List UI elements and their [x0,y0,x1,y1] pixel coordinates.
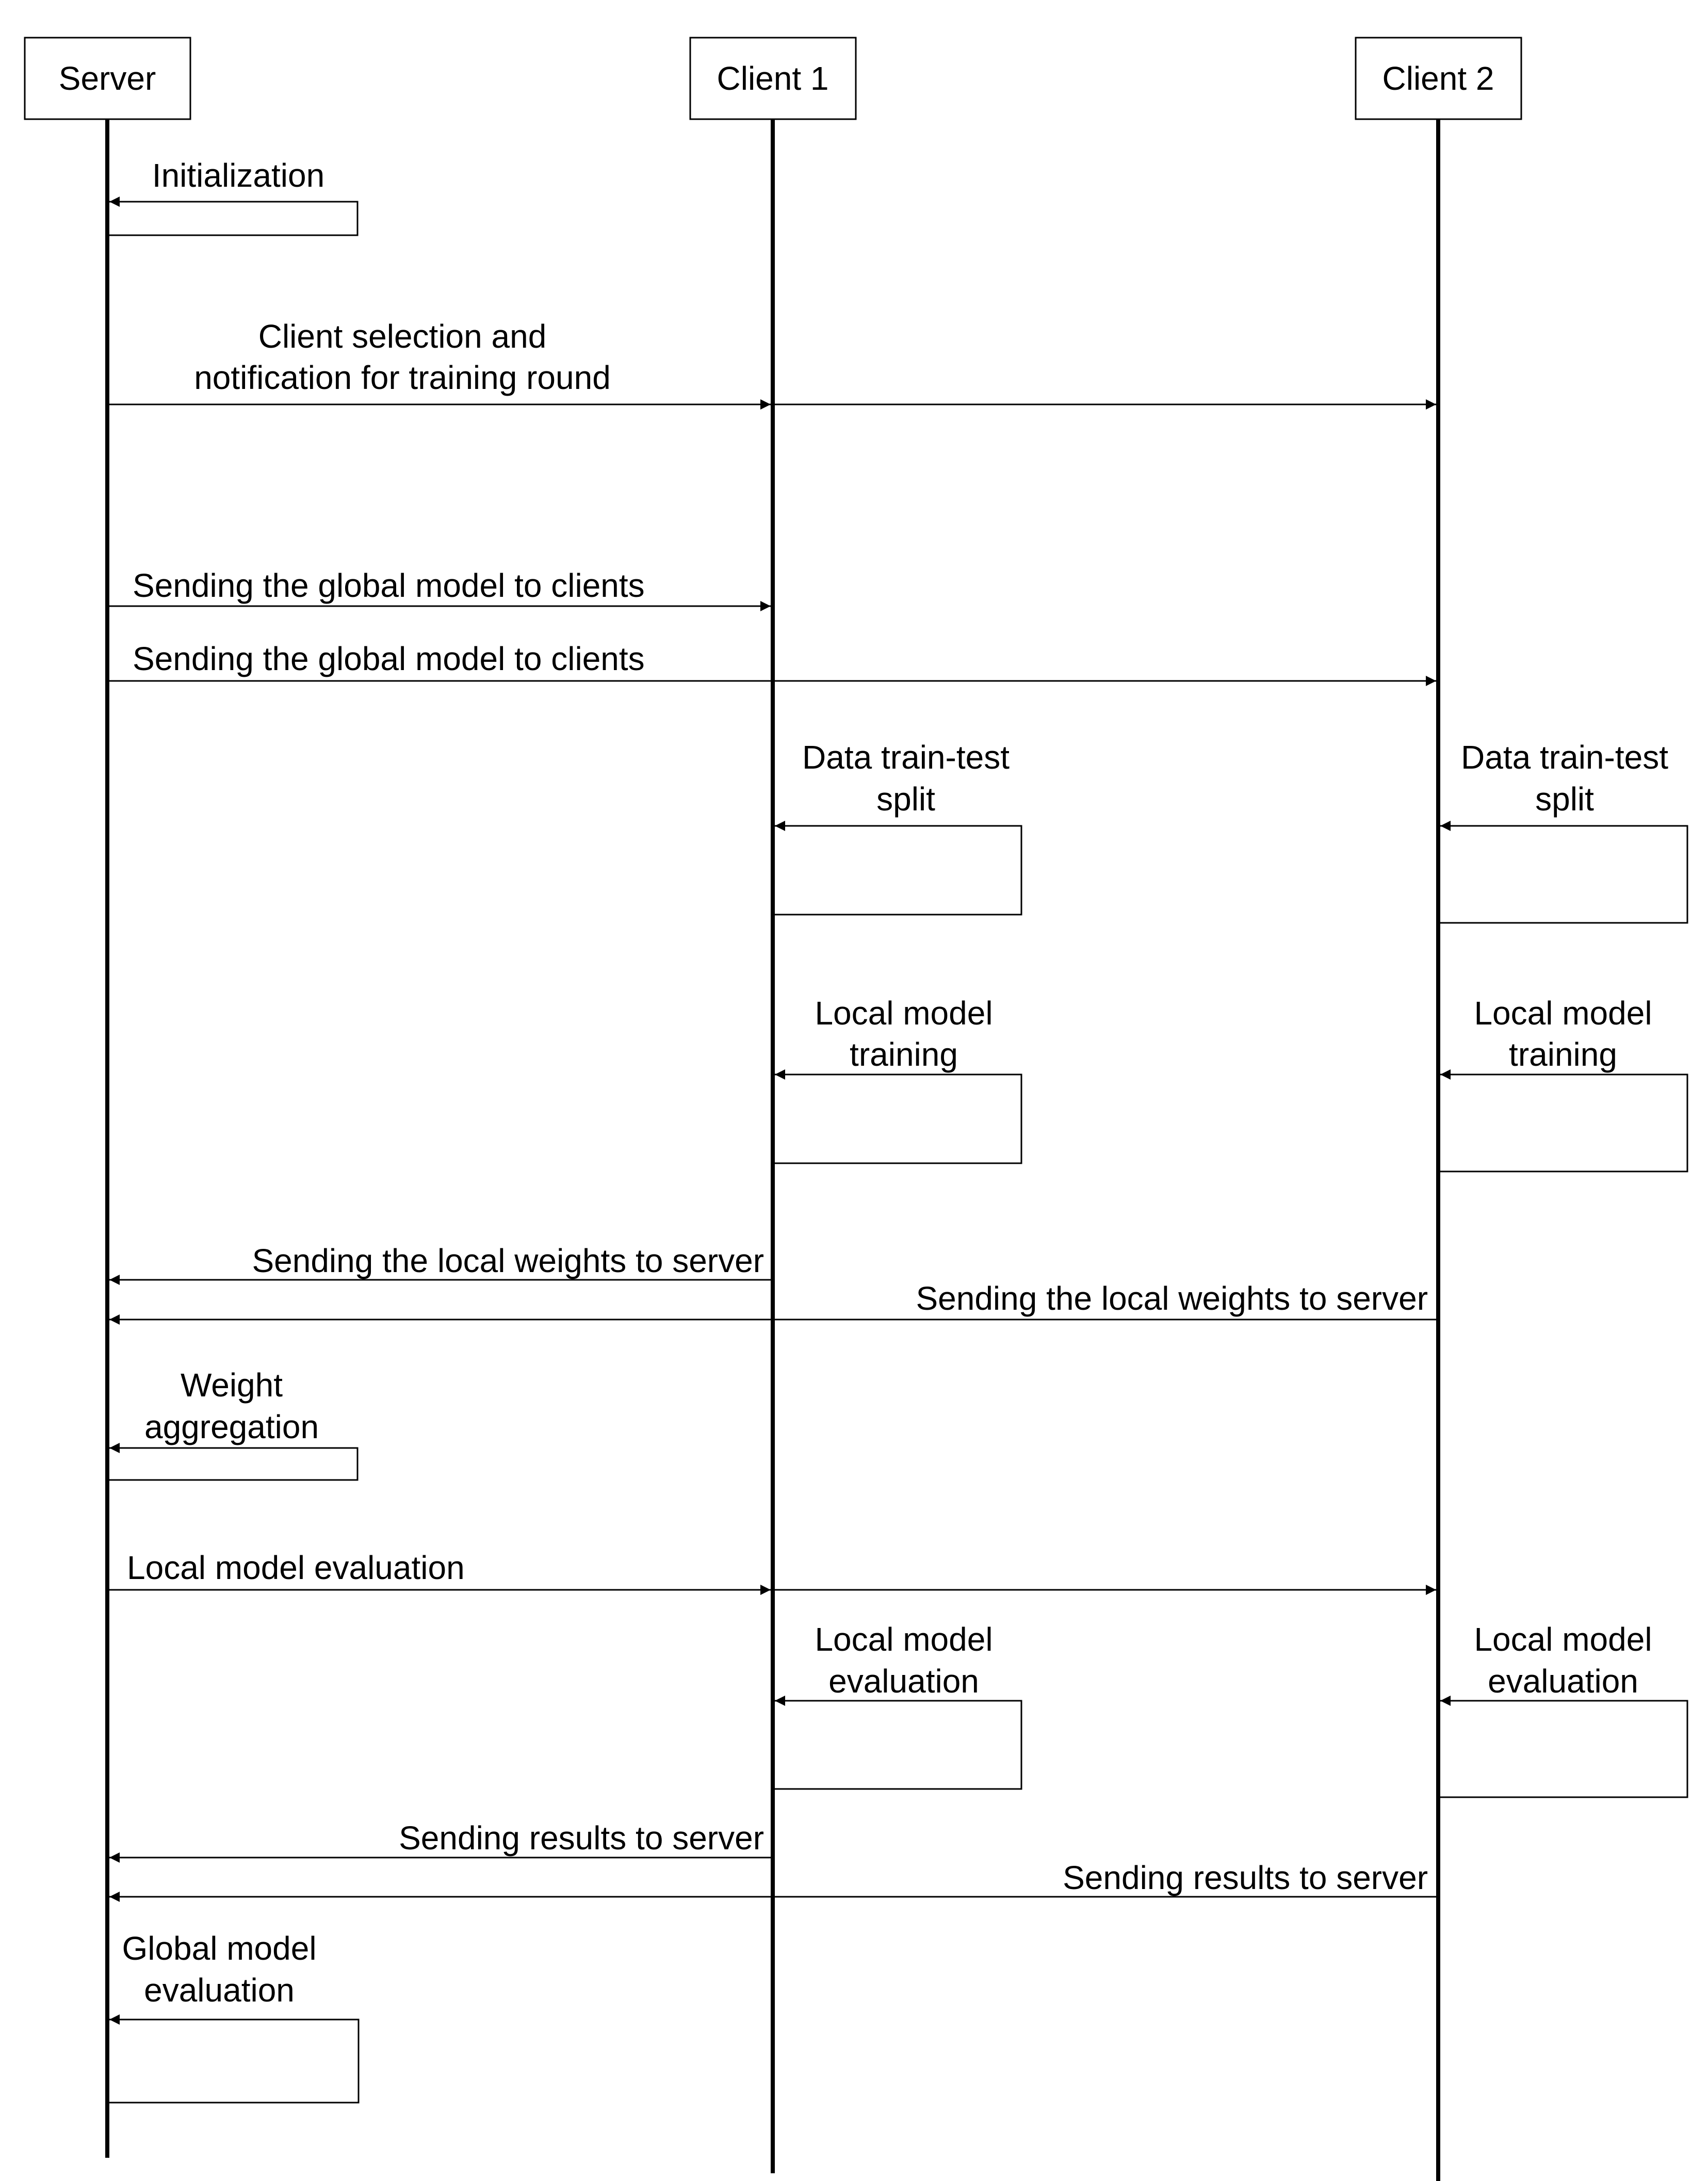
self-message-weight-aggregation [107,1366,357,1480]
message-label: Local model [1474,995,1652,1032]
self-loop-arrow [107,2020,359,2103]
message-label: Local model [815,1621,993,1658]
message-label: Data train-test [802,739,1010,776]
self-loop-arrow [773,826,1021,915]
self-message-global-evaluation [107,1930,359,2103]
participant-label: Client 2 [1382,60,1494,97]
message-label: Data train-test [1461,739,1668,776]
message-label: aggregation [144,1408,319,1445]
message-label: Initialization [152,157,325,194]
self-message-client-1-training [773,995,1021,1163]
message-label: Sending the global model to clients [133,640,645,677]
message-label: Sending results to server [1063,1859,1428,1896]
self-loop-arrow [107,1448,357,1480]
message-client-1-send-results [109,1819,773,1858]
message-label: Global model [122,1930,317,1967]
self-message-initialization [107,157,357,235]
message-label: Local model [1474,1621,1652,1658]
self-message-client-2-training [1438,995,1687,1171]
participant-client-2 [1356,38,1521,119]
self-loop-arrow [1438,826,1687,923]
self-message-client-2-evaluation [1438,1621,1687,1797]
message-label: Client selection and [258,318,547,355]
message-label: Sending the local weights to server [916,1280,1428,1317]
message-label: Local model evaluation [127,1549,465,1586]
self-message-client-1-data-split [773,739,1021,915]
message-label: split [1535,780,1594,818]
message-label: split [876,780,935,818]
participant-server [25,38,190,119]
message-send-global-model-client-1 [107,567,771,606]
participant-label: Client 1 [717,60,829,97]
self-message-client-2-data-split [1438,739,1687,923]
message-label: Sending results to server [399,1819,764,1857]
message-label: Weight [180,1366,283,1404]
self-loop-arrow [773,1075,1021,1163]
participant-label: Server [58,60,156,97]
self-loop-arrow [1438,1075,1687,1171]
self-loop-arrow [1438,1701,1687,1797]
message-label: Sending the global model to clients [133,567,645,604]
message-label: evaluation [144,1972,295,2009]
participant-client-1 [690,38,856,119]
self-message-client-1-evaluation [773,1621,1021,1789]
self-loop-arrow [773,1701,1021,1789]
message-label: evaluation [828,1663,979,1700]
message-client-1-send-weights [109,1242,773,1280]
message-label: Local model [815,995,993,1032]
self-loop-arrow [107,202,357,235]
message-label: Sending the local weights to server [252,1242,764,1279]
message-label: evaluation [1488,1663,1638,1700]
message-label: training [850,1036,958,1073]
message-label: notification for training round [194,359,611,396]
message-label: training [1509,1036,1617,1073]
